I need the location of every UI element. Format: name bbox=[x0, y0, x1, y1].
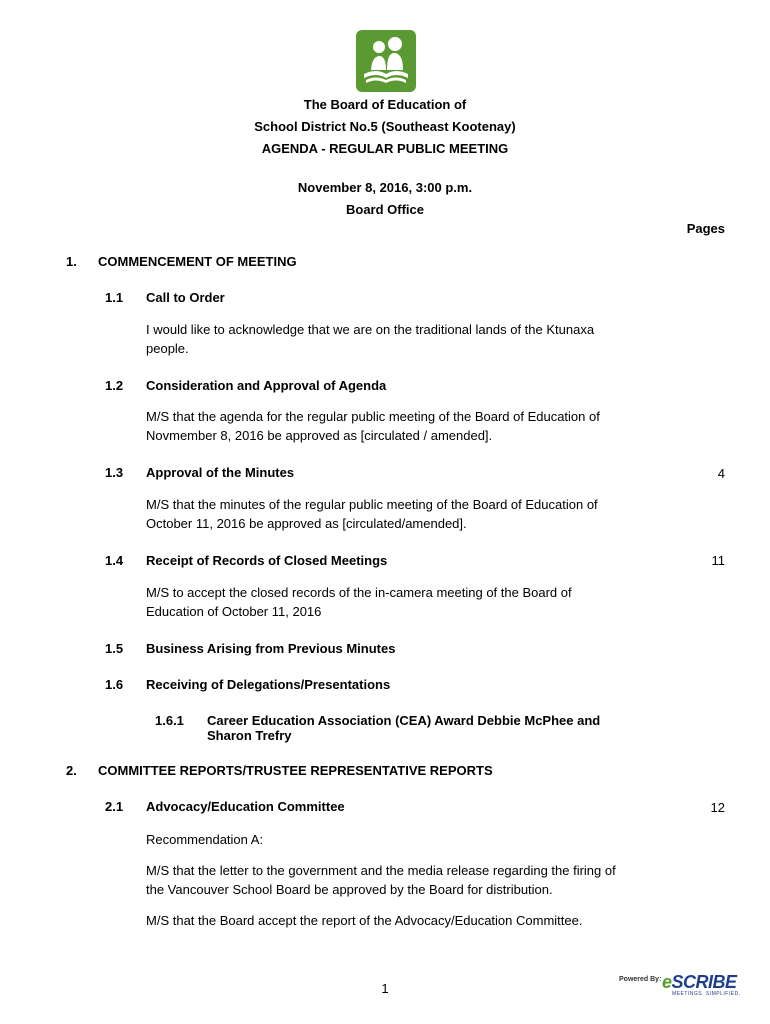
item-number: 1.6 bbox=[105, 677, 124, 692]
item-page-number: 4 bbox=[717, 466, 725, 481]
section-number: 1. bbox=[66, 254, 77, 269]
item-number: 2.1 bbox=[105, 799, 124, 814]
item-number: 1.3 bbox=[105, 465, 124, 480]
item-text: I would like to acknowledge that we are on the traditional lands of the Ktunaxa people. bbox=[146, 322, 595, 356]
section-number: 2. bbox=[66, 763, 77, 778]
escribe-tagline: MEETINGS. SIMPLIFIED. bbox=[672, 991, 741, 997]
item-title: Approval of the Minutes bbox=[146, 465, 295, 480]
section-title: COMMITTEE REPORTS/TRUSTEE REPRESENTATIVE REPORTS bbox=[98, 763, 493, 778]
item-text: M/S that the agenda for the regular public meeting of the Board of Education of Novmember 8, 2016 be approved as [circulated / amended]. bbox=[146, 409, 600, 443]
escribe-logo-e: e bbox=[662, 972, 672, 992]
recommendation-label: Recommendation A: bbox=[146, 832, 264, 847]
item-number: 1.5 bbox=[105, 641, 124, 656]
subitem-number: 1.6.1 bbox=[155, 713, 184, 728]
powered-by-label: Powered By: bbox=[619, 976, 662, 983]
section-title: COMMENCEMENT OF MEETING bbox=[98, 254, 297, 269]
meeting-location: Board Office bbox=[345, 202, 424, 217]
item-title: Advocacy/Education Committee bbox=[146, 799, 345, 814]
district-name: School District No.5 (Southeast Kootenay) bbox=[254, 119, 516, 134]
item-text: M/S that the letter to the government and the media release regarding the firing of the Vancouver School Board be approved by the Board for distribution. bbox=[146, 863, 616, 897]
item-title: Business Arising from Previous Minutes bbox=[146, 641, 396, 656]
page-number: 1 bbox=[381, 981, 389, 996]
item-title: Consideration and Approval of Agenda bbox=[146, 378, 387, 393]
board-title: The Board of Education of bbox=[303, 97, 467, 112]
item-number: 1.2 bbox=[105, 378, 124, 393]
item-text: M/S that the minutes of the regular public meeting of the Board of Education of October 11, 2016 be approved as [circulated/amended]. bbox=[146, 497, 598, 531]
school-district-logo bbox=[356, 30, 416, 92]
escribe-logo-text: SCRIBE bbox=[671, 972, 737, 992]
subitem-title: Career Education Association (CEA) Award Debbie McPhee and Sharon Trefry bbox=[207, 713, 601, 743]
item-number: 1.1 bbox=[105, 290, 124, 305]
item-text: M/S to accept the closed records of the in-camera meeting of the Board of Education of October 11, 2016 bbox=[146, 585, 572, 619]
item-number: 1.4 bbox=[105, 553, 124, 568]
item-title: Receipt of Records of Closed Meetings bbox=[146, 553, 388, 568]
item-title: Call to Order bbox=[146, 290, 225, 305]
item-page-number: 11 bbox=[711, 553, 725, 568]
escribe-logo bbox=[662, 972, 737, 993]
meeting-date: November 8, 2016, 3:00 p.m. bbox=[297, 180, 473, 195]
item-text: M/S that the Board accept the report of the Advocacy/Education Committee. bbox=[146, 913, 583, 928]
pages-label: Pages bbox=[686, 221, 725, 236]
item-title: Receiving of Delegations/Presentations bbox=[146, 677, 391, 692]
item-page-number: 12 bbox=[710, 800, 725, 815]
agenda-title: AGENDA - REGULAR PUBLIC MEETING bbox=[261, 141, 509, 156]
